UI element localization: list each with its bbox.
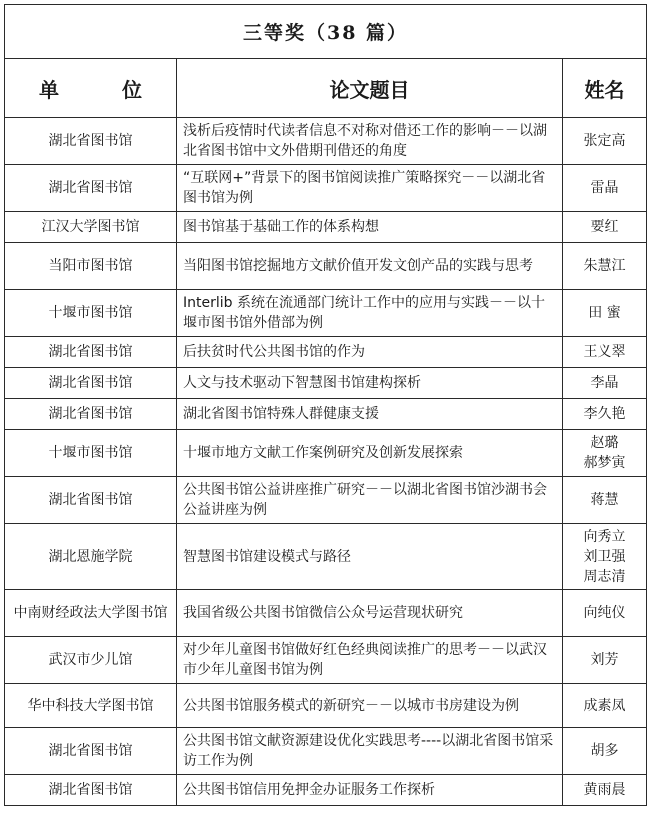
award-rows: [5, 118, 647, 806]
author-cell: [563, 637, 647, 684]
table-row: [5, 430, 647, 477]
unit-cell: 湖北省图书馆: [5, 118, 177, 165]
table-row: [5, 243, 647, 290]
author-cell: [563, 337, 647, 368]
table-row: [5, 337, 647, 368]
paper-title-cell: 智慧图书馆建设模式与路径: [177, 524, 563, 590]
author-name: 雷晶: [590, 180, 619, 196]
author-cell: [563, 399, 647, 430]
author-cell: [563, 524, 647, 590]
author-cell: [563, 590, 647, 637]
author-name: 刘芳: [590, 652, 619, 668]
table-row: [5, 477, 647, 524]
author-cell: [563, 368, 647, 399]
author-name: 黄雨晨: [583, 782, 626, 798]
author-cell: [563, 290, 647, 337]
author-cell: [563, 212, 647, 243]
author-cell: [563, 243, 647, 290]
author-name: 周志清: [583, 568, 626, 585]
unit-cell: 湖北省图书馆: [5, 368, 177, 399]
author-name: 田 蜜: [588, 305, 621, 321]
author-cell: [563, 684, 647, 728]
unit-cell: 中南财经政法大学图书馆: [5, 590, 177, 637]
paper-title-cell: 公共图书馆公益讲座推广研究－－以湖北省图书馆沙湖书会公益讲座为例: [177, 477, 563, 524]
unit-cell: 江汉大学图书馆: [5, 212, 177, 243]
paper-title-cell: 公共图书馆服务模式的新研究－－以城市书房建设为例: [177, 684, 563, 728]
header-paper-title: 论文题目: [177, 59, 563, 118]
table-row: [5, 399, 647, 430]
table-row: [5, 524, 647, 590]
table-title: 三等奖（38 篇）: [5, 5, 647, 59]
table-row: [5, 728, 647, 775]
paper-title-cell: Interlib 系统在流通部门统计工作中的应用与实践－－以十堰市图书馆外借部为例: [177, 290, 563, 337]
table-row: [5, 637, 647, 684]
table-row: [5, 590, 647, 637]
unit-cell: 十堰市图书馆: [5, 430, 177, 477]
author-name: 向纯仪: [583, 605, 626, 621]
table-row: [5, 165, 647, 212]
paper-title-cell: 湖北省图书馆特殊人群健康支援: [177, 399, 563, 430]
author-cell: [563, 165, 647, 212]
table-row: [5, 118, 647, 165]
table-row: [5, 212, 647, 243]
header-name: 姓名: [563, 59, 647, 118]
paper-title-cell: 图书馆基于基础工作的体系构想: [177, 212, 563, 243]
author-name: 向秀立: [583, 528, 626, 545]
author-name: 成素凤: [583, 697, 626, 714]
paper-title-cell: 对少年儿童图书馆做好红色经典阅读推广的思考－－以武汉市少年儿童图书馆为例: [177, 637, 563, 684]
unit-cell: 湖北省图书馆: [5, 477, 177, 524]
author-cell: [563, 477, 647, 524]
paper-title-cell: 我国省级公共图书馆微信公众号运营现状研究: [177, 590, 563, 637]
paper-title-cell: “互联网+”背景下的图书馆阅读推广策略探究－－以湖北省图书馆为例: [177, 165, 563, 212]
author-name: 李久艳: [583, 406, 626, 422]
unit-cell: 湖北省图书馆: [5, 399, 177, 430]
author-name: 刘卫强: [583, 548, 626, 565]
unit-cell: 湖北省图书馆: [5, 775, 177, 806]
unit-cell: 湖北省图书馆: [5, 165, 177, 212]
unit-cell: 湖北省图书馆: [5, 728, 177, 775]
author-cell: [563, 118, 647, 165]
author-cell: [563, 728, 647, 775]
unit-cell: 十堰市图书馆: [5, 290, 177, 337]
paper-title-cell: 人文与技术驱动下智慧图书馆建构探析: [177, 368, 563, 399]
paper-title-cell: 十堰市地方文献工作案例研究及创新发展探索: [177, 430, 563, 477]
header-unit: 单 位: [5, 59, 177, 118]
author-name: 李晶: [590, 375, 619, 391]
paper-title-cell: 当阳图书馆挖掘地方文献价值开发文创产品的实践与思考: [177, 243, 563, 290]
header-row: [5, 59, 647, 118]
paper-title-cell: 后扶贫时代公共图书馆的作为: [177, 337, 563, 368]
unit-cell: 湖北恩施学院: [5, 524, 177, 590]
author-name: 胡多: [590, 743, 619, 759]
title-row: [5, 5, 647, 59]
author-name: 张定高: [583, 133, 626, 149]
author-name: 要红: [590, 219, 619, 235]
author-name: 赵璐: [590, 435, 619, 451]
unit-cell: 华中科技大学图书馆: [5, 684, 177, 728]
table-row: [5, 775, 647, 806]
author-name: 郝梦寅: [583, 455, 626, 471]
award-table: [4, 4, 647, 806]
author-cell: [563, 775, 647, 806]
paper-title-cell: 浅析后疫情时代读者信息不对称对借还工作的影响－－以湖北省图书馆中文外借期刊借还的角度: [177, 118, 563, 165]
paper-title-cell: 公共图书馆文献资源建设优化实践思考----以湖北省图书馆采访工作为例: [177, 728, 563, 775]
table-row: [5, 684, 647, 728]
table-row: [5, 290, 647, 337]
author-name: 蒋慧: [590, 492, 619, 508]
author-cell: [563, 430, 647, 477]
table-row: [5, 368, 647, 399]
unit-cell: 湖北省图书馆: [5, 337, 177, 368]
unit-cell: 当阳市图书馆: [5, 243, 177, 290]
author-name: 朱慧江: [583, 258, 626, 274]
unit-cell: 武汉市少儿馆: [5, 637, 177, 684]
author-name: 王义翠: [583, 344, 626, 360]
paper-title-cell: 公共图书馆信用免押金办证服务工作探析: [177, 775, 563, 806]
